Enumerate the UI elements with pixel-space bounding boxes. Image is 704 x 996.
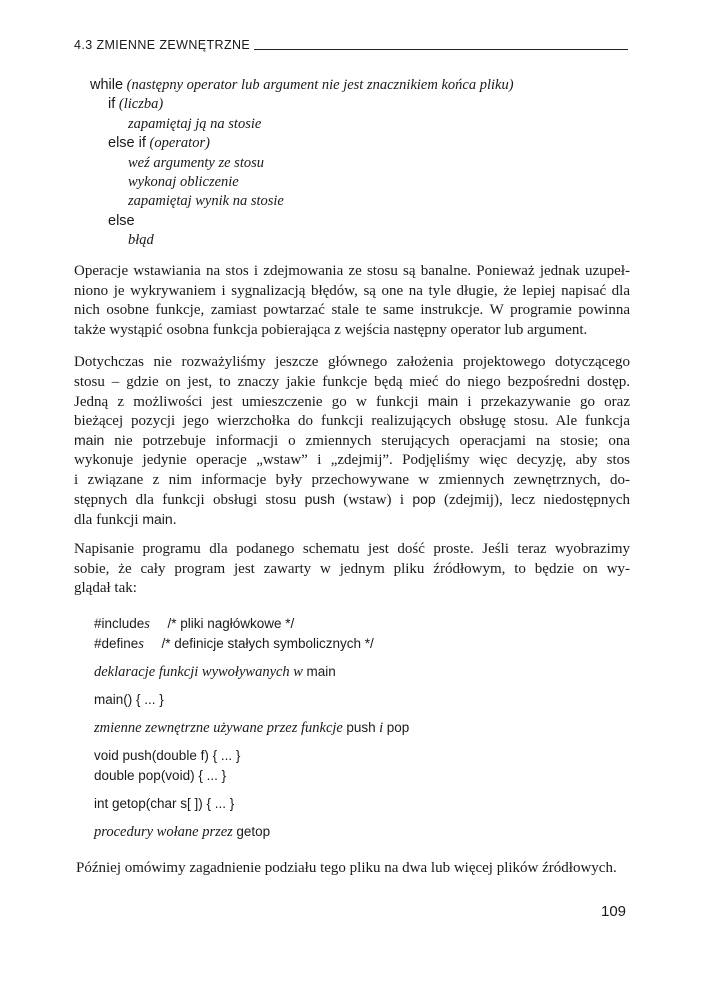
pseudocode-line: while (następny operator lub argument nie jest znacznikiem końca pliku) xyxy=(90,77,514,93)
inline-code: main xyxy=(142,510,173,527)
pseudocode-line: if (liczba) xyxy=(108,96,164,113)
program-line: #defines /* definicje stałych symbolicznych */ xyxy=(94,636,374,652)
program-outline xyxy=(94,614,614,842)
inline-code: main xyxy=(427,393,459,410)
inline-code: main xyxy=(74,432,105,449)
code-comment: /* definicje stałych symbolicznych */ xyxy=(161,636,374,651)
program-line: procedury wołane przez getop xyxy=(94,824,271,840)
program-line: #includes /* pliki nagłówkowe */ xyxy=(94,616,295,632)
paragraph-2: Dotychczas nie rozważyliśmy jeszcze głównego założenia projektowego dotyczącego stosu – gdzie on jest, to znaczy jakie funkcje będą mieć do niego bezpośredni dostęp. Jedną z możliwości jest umieszczenie go w funkcji main i przekazywanie go oraz bieżącej pozycji jego wierzchołka do funkcji realizujących obsługę stosu. Ale funkcja main nie potrzebuje informacji o zmiennych sterujących operacjami na stosie; ona wykonuje jedynie operacje „wstaw” i „zdejmij”. Podjęliśmy więc decyzję, aby stos i związane z nim informacje były przechowywane w zmiennych zewnętrznych, do- stępnych dla funkcji obsługi stosu push (wstaw) i pop (zdejmij), lecz niedostępnych dla funkcji main. xyxy=(74,354,631,528)
pseudocode-line: else if (operator) xyxy=(108,135,210,152)
inline-code: pop xyxy=(412,491,436,508)
closing-sentence: Później omówimy zagadnienie podziału tego pliku na dwa lub więcej plików źródłowych. xyxy=(76,860,617,876)
pseudocode-line: błąd xyxy=(128,232,154,249)
code-comment: /* pliki nagłówkowe */ xyxy=(167,616,295,631)
pseudocode-line: zapamiętaj wynik na stosie xyxy=(128,193,284,210)
page-number: 109 xyxy=(601,903,627,920)
running-header xyxy=(74,38,628,58)
pseudocode-line: zapamiętaj ją na stosie xyxy=(128,115,262,132)
pseudocode-line: weź argumenty ze stosu xyxy=(128,154,264,171)
program-line: deklaracje funkcji wywoływanych w main xyxy=(94,664,336,680)
program-line: zmienne zewnętrzne używane przez funkcje push i pop xyxy=(94,720,410,736)
program-line: void push(double f) { ... } xyxy=(94,748,241,763)
pseudocode-block xyxy=(90,76,610,251)
program-line: double pop(void) { ... } xyxy=(94,768,227,783)
program-line: int getop(char s[ ]) { ... } xyxy=(94,796,235,811)
paragraph-1: Operacje wstawiania na stos i zdejmowania ze stosu są banalne. Ponieważ jednak uzupeł- niono je wykrywaniem i sygnalizacją błędów, są one na tyle długie, że lepiej napisać dla nich osobne funkcje, zamiast powtarzać stale te same instrukcje. W programie powinna także wystąpić osobna funkcja pobierająca z wejścia następny operator lub argument. xyxy=(74,263,630,338)
program-line: main() { ... } xyxy=(94,692,164,707)
header-rule xyxy=(254,49,628,50)
pseudocode-line: wykonaj obliczenie xyxy=(128,173,239,190)
paragraph-3: Napisanie programu dla podanego schematu jest dość proste. Jeśli teraz wyobrazimy sobie, że cały program jest zawarty w jednym pliku źródłowym, to będzie on wy- glądał tak: xyxy=(74,541,630,597)
inline-code: push xyxy=(304,491,335,508)
pseudocode-line: else xyxy=(108,212,135,229)
section-title: 4.3 ZMIENNE ZEWNĘTRZNE xyxy=(74,38,251,52)
